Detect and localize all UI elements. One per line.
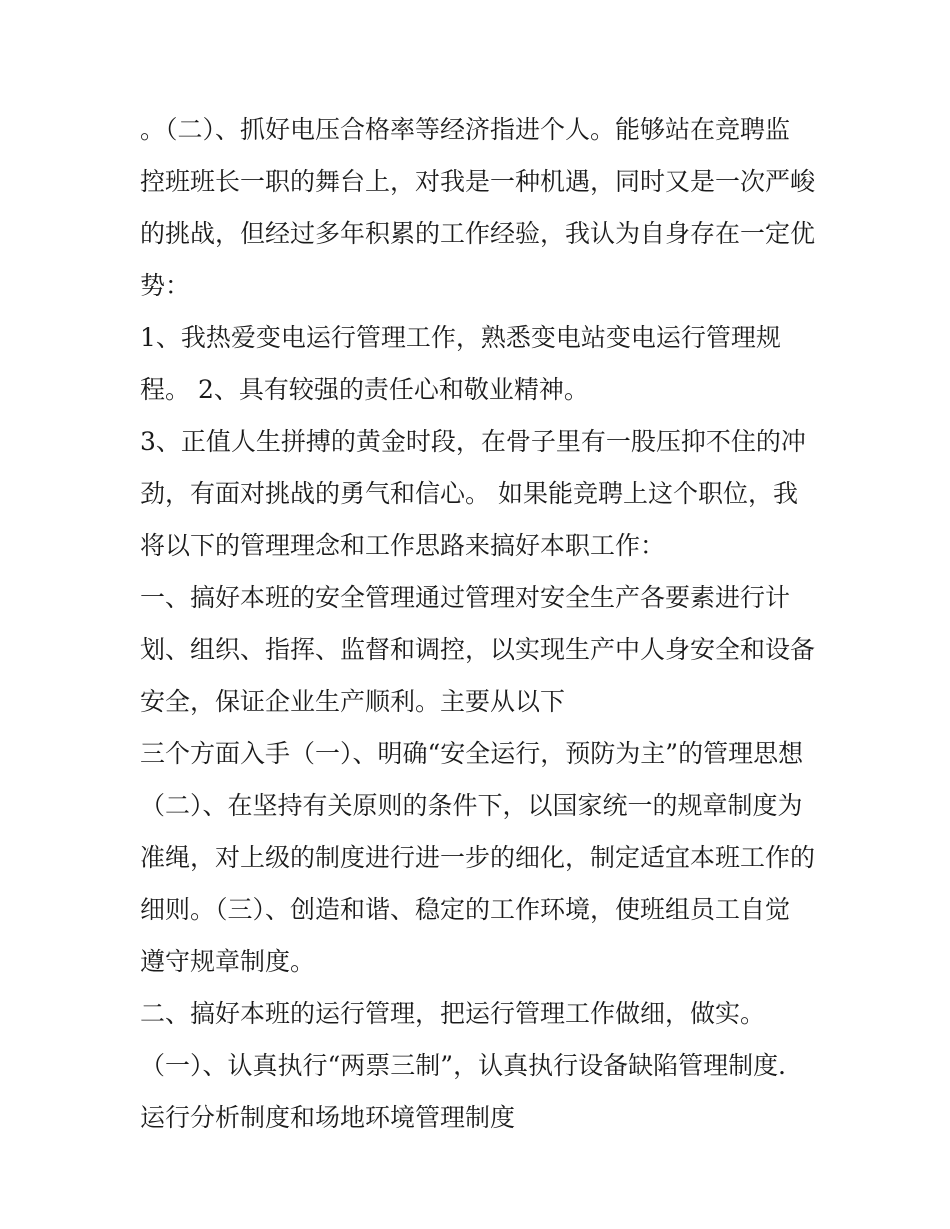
text-line: 安全，保证企业生产顺利。主要从以下 xyxy=(140,687,566,716)
text-line: 细则。（三）、创造和谐、稳定的工作环境，使班组员工自觉 xyxy=(140,895,791,924)
text-line: 程。 2、具有较强的责任心和敬业精神。 xyxy=(140,375,589,404)
text-line: 将以下的管理理念和工作思路来搞好本职工作： xyxy=(140,531,666,560)
text-line: 。（二）、抓好电压合格率等经济指进个人。能够站在竞聘监 xyxy=(140,115,791,144)
text-line: 1、我热爱变电运行管理工作，熟悉变电站变电运行管理规 xyxy=(140,323,781,352)
text-line: 的挑战，但经过多年积累的工作经验，我认为自身存在一定优 xyxy=(140,219,816,248)
text-line: 运行分析制度和场地环境管理制度 xyxy=(140,1103,516,1132)
text-line: 势： xyxy=(140,271,191,300)
text-line: 一、搞好本班的安全管理通过管理对安全生产各要素进行计 xyxy=(140,583,791,612)
text-line: 遵守规章制度。 xyxy=(140,947,316,976)
text-line: 3、正值人生拼搏的黄金时段，在骨子里有一股压抑不住的冲 xyxy=(140,427,806,456)
text-line: 划、组织、指挥、监督和调控，以实现生产中人身安全和设备 xyxy=(140,635,816,664)
document-body xyxy=(140,104,820,1144)
text-line: 劲，有面对挑战的勇气和信心。 如果能竞聘上这个职位，我 xyxy=(140,479,798,508)
text-line: 准绳，对上级的制度进行进一步的细化，制定适宜本班工作的 xyxy=(140,843,816,872)
text-line: 三个方面入手（一）、明确“安全运行，预防为主”的管理思想 xyxy=(140,739,804,768)
text-line: 二、搞好本班的运行管理，把运行管理工作做细，做实。 xyxy=(140,999,766,1028)
text-line: （一）、认真执行“两票三制”，认真执行设备缺陷管理制度． xyxy=(140,1051,804,1080)
text-line: （二）、在坚持有关原则的条件下，以国家统一的规章制度为 xyxy=(140,791,803,820)
text-line: 控班班长一职的舞台上，对我是一种机遇，同时又是一次严峻 xyxy=(140,167,816,196)
